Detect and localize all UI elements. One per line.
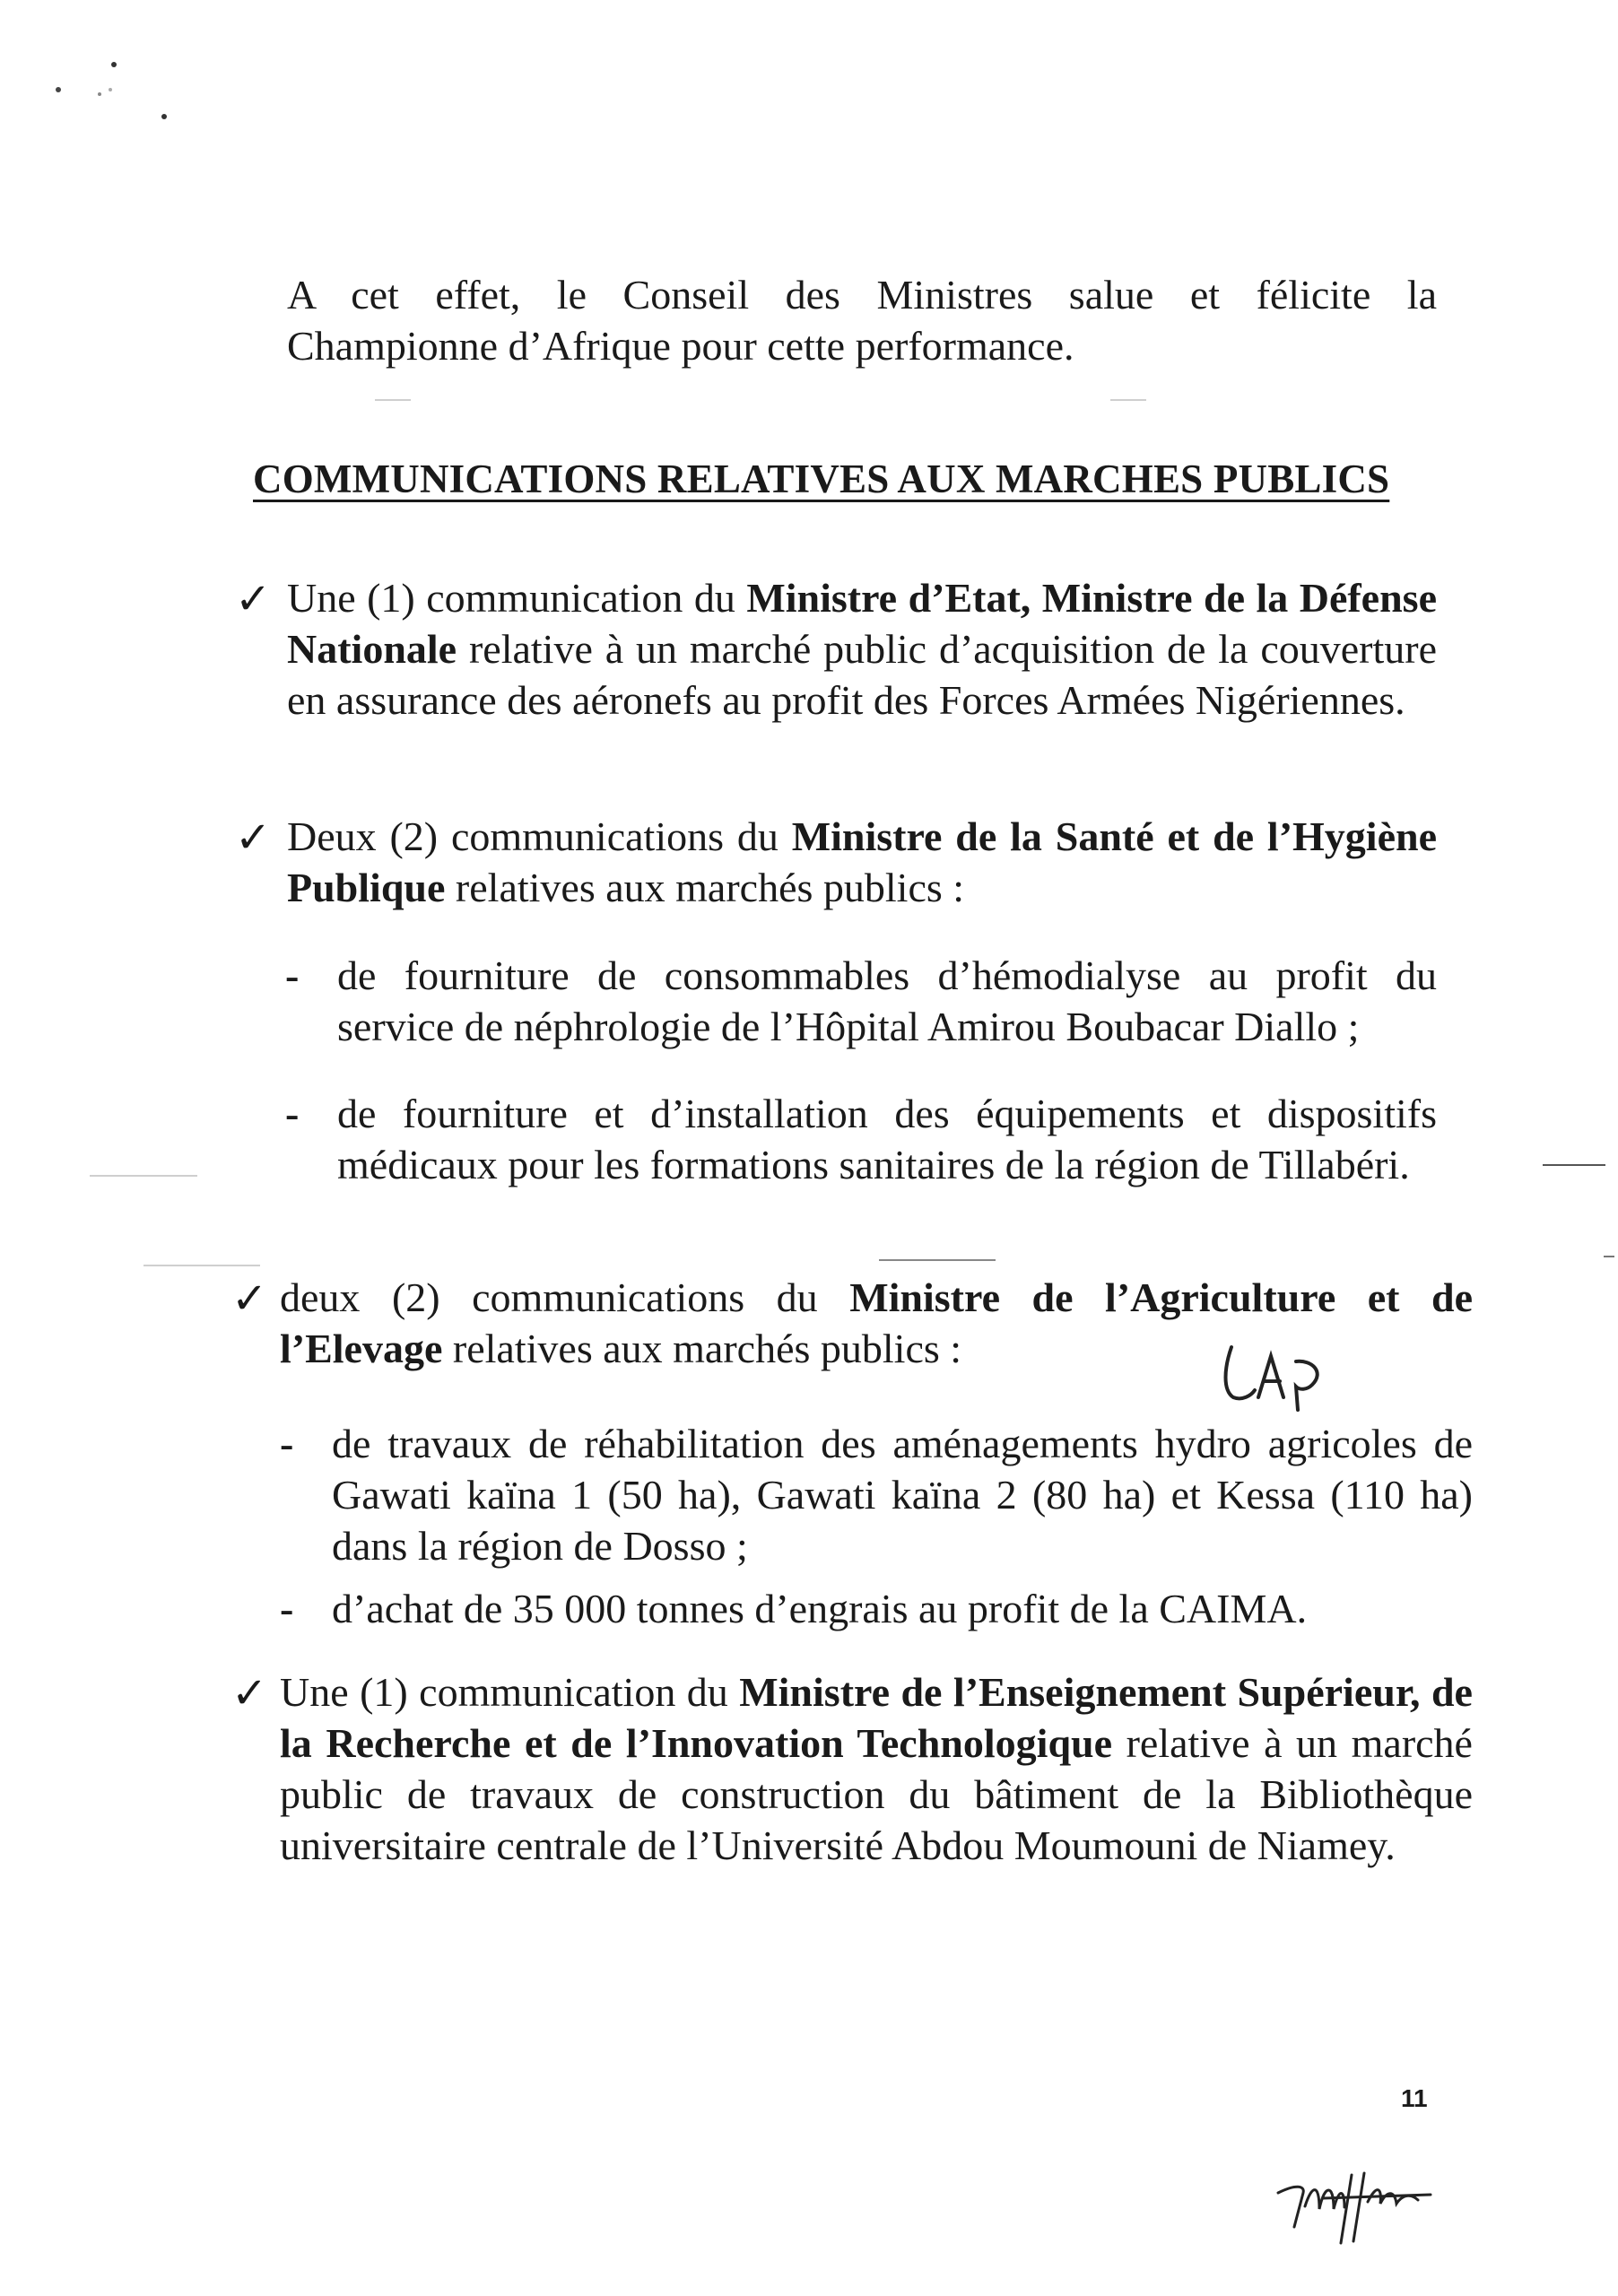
check-icon: ✓ (235, 574, 272, 624)
list-item (287, 811, 1437, 913)
sub-list-item: d’achat de 35 000 tonnes d’engrais au profit de la CAIMA. (332, 1586, 1308, 1631)
item-text: relatives aux marchés publics : (442, 1326, 962, 1371)
item-ministry: Ministre de la Santé et de l’Hygiène Publique (287, 813, 1437, 910)
item-text: relative à un marché public de travaux de construction du bâtiment de la Bibliothèque universitaire centrale de l’Université Abdou Moumouni de Niamey. (280, 1720, 1473, 1868)
check-icon: ✓ (235, 813, 272, 863)
handwritten-initials (1206, 1336, 1368, 1417)
scan-artifact-line (144, 1265, 260, 1266)
dash-bullet: - (280, 1421, 294, 1466)
page-number: 11 (1401, 2084, 1428, 2112)
item-lead: Deux (2) communications du (287, 813, 792, 859)
scan-artifact-line (375, 399, 411, 401)
scan-artifact-line (1543, 1164, 1605, 1166)
item-text: relatives aux marchés publics : (445, 865, 965, 910)
item-ministry: Ministre de l’Agriculture et de l’Elevage (280, 1274, 1474, 1371)
scan-speckles (49, 54, 175, 135)
sub-list-item: de fourniture de consommables d’hémodialyse au profit du service de néphrologie de l’Hôpital Amirou Boubacar Diallo ; (337, 952, 1437, 1049)
item-text: relative à un marché public d’acquisition de la couverture en assurance des aéronefs au profit des Forces Armées Nigériennes. (287, 626, 1437, 723)
item-ministry: Ministre de l’Enseignement Supérieur, de la Recherche et de l’Innovation Technologique (280, 1669, 1473, 1766)
list-item (280, 1666, 1473, 1871)
check-icon: ✓ (231, 1668, 268, 1718)
sub-list-item: de travaux de réhabilitation des aménagements hydro agricoles de Gawati kaïna 1 (50 ha), Gawati kaïna 2 (80 ha) et Kessa (110 ha) dans la région de Dosso ; (332, 1421, 1473, 1569)
sub-list-item: de fourniture et d’installation des équipements et dispositifs médicaux pour les formations sanitaires de la région de Tillabéri. (337, 1091, 1437, 1187)
item-lead: deux (2) communications du (280, 1274, 850, 1320)
item-lead: Une (1) communication du (280, 1669, 740, 1715)
intro-paragraph (287, 269, 1437, 371)
scan-artifact-line (1110, 399, 1146, 401)
item-ministry: Ministre d’Etat, Ministre de la Défense Nationale (287, 575, 1437, 672)
signature (1269, 2157, 1440, 2247)
list-item (287, 572, 1437, 726)
intro-line-1: A cet effet, le Conseil des Ministres salue et félicite la (287, 272, 1437, 317)
check-icon: ✓ (231, 1274, 268, 1324)
intro-line-2: Championne d’Afrique pour cette performance. (287, 323, 1074, 369)
section-title: COMMUNICATIONS RELATIVES AUX MARCHES PUBLICS (253, 457, 1390, 501)
scan-artifact-line (879, 1259, 996, 1261)
scan-artifact-line (1604, 1256, 1614, 1257)
dash-bullet: - (285, 1091, 300, 1136)
dash-bullet: - (285, 952, 300, 998)
scan-artifact-line (90, 1175, 197, 1177)
item-lead: Une (1) communication du (287, 575, 747, 621)
dash-bullet: - (280, 1586, 294, 1631)
